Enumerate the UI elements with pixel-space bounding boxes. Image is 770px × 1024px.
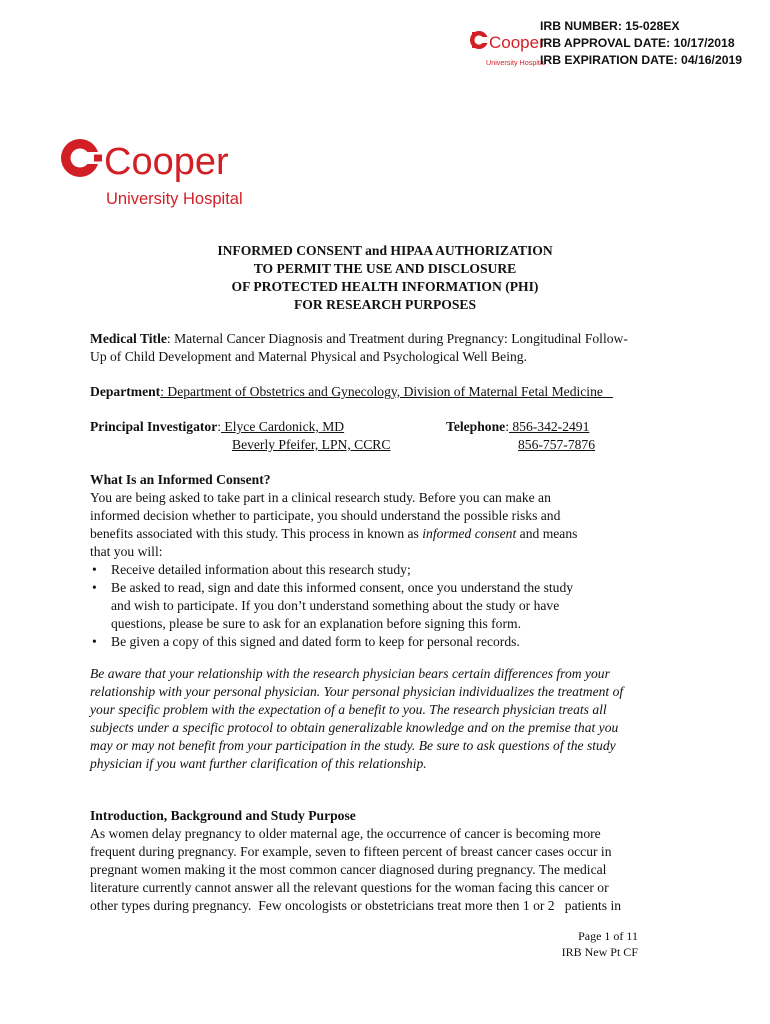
informed-consent-line-1: You are being asked to take part in a clinical research study. Before you can make an: [90, 490, 551, 505]
medical-title-label: Medical Title: [90, 331, 167, 346]
introduction-section: Introduction, Background and Study Purpose As women delay pregnancy to older maternal age, the occurrence of cancer is becoming more frequent during pregnancy. For example, seven to fifteen percent of breast cancer cases occur in pregnant women making it the most common cancer diagnosed during pregnancy. The medical literature currently cannot answer all the relevant questions for the woman facing this cancer or other types during pregnancy. Few oncologists or obstetricians treat more then 1 or 2 patients in: [90, 807, 680, 915]
irb-expiration-date: IRB EXPIRATION DATE: 04/16/2019: [540, 53, 743, 67]
bullet-icon: •: [92, 634, 97, 649]
bullet-icon: •: [92, 580, 97, 595]
investigator-name-1: Elyce Cardonick, MD: [221, 419, 345, 434]
form-id: IRB New Pt CF: [561, 945, 638, 959]
title-line-1: INFORMED CONSENT and HIPAA AUTHORIZATION: [217, 243, 553, 258]
cooper-stamp-logo-icon: [468, 22, 546, 68]
telephone-1: 856-342-2491: [508, 419, 590, 434]
telephone-2: 856-757-7876: [518, 437, 596, 452]
bullet-icon: •: [92, 562, 97, 577]
informed-consent-line-3a: benefits associated with this study. This process in known as: [90, 526, 423, 541]
cooper-university-hospital-logo: [60, 136, 260, 208]
stamp-logo-sub: University Hospital: [486, 58, 546, 67]
irb-stamp: [468, 18, 758, 72]
telephone-label: Telephone: [446, 419, 506, 434]
informed-consent-heading: What Is an Informed Consent?: [90, 472, 271, 487]
informed-consent-line-4: that you will:: [90, 544, 163, 559]
title-line-2: TO PERMIT THE USE AND DISCLOSURE: [253, 261, 517, 276]
informed-consent-term: informed consent: [422, 526, 517, 541]
medical-title-line-2: Up of Child Development and Maternal Physical and Psychological Well Being.: [90, 349, 527, 364]
title-line-4: FOR RESEARCH PURPOSES: [293, 297, 477, 312]
stamp-logo-word: Cooper: [489, 33, 545, 52]
irb-number: IRB NUMBER: 15-028EX: [540, 19, 680, 33]
department-label: Department: [90, 384, 161, 399]
irb-stamp-text: [540, 18, 742, 69]
list-item: • Receive detailed information about this research study;: [92, 562, 411, 577]
relationship-notice: Be aware that your relationship with the research physician bears certain differences from your relationship with your personal physician. Your personal physician individualizes the treatment of your specific problem with the expectation of a benefit to you. The research physician treats all subjects under a specific protocol to obtain generalizable knowledge and on the premise that you may or may not benefit from your participation in the study. Be sure to ask questions of the study physician if you want further clarification of this relationship.: [90, 666, 624, 771]
page-footer: [530, 928, 638, 960]
list-item: • Be given a copy of this signed and dated form to keep for personal records.: [92, 634, 520, 649]
telephone-block: [446, 418, 595, 454]
medical-title-line-1: : Maternal Cancer Diagnosis and Treatment during Pregnancy: Longitudinal Follow-: [166, 331, 628, 346]
introduction-heading: Introduction, Background and Study Purpose: [90, 808, 356, 823]
investigator-label: Principal Investigator: [90, 419, 218, 434]
investigator-colon: :: [217, 419, 222, 434]
page-number: Page 1 of 11: [578, 929, 638, 943]
title-line-3: OF PROTECTED HEALTH INFORMATION (PHI): [231, 279, 539, 294]
investigator-name-2: Beverly Pfeifer, LPN, CCRC: [232, 437, 391, 452]
consent-bullet-list: [90, 561, 680, 651]
department-value: : Department of Obstetrics and Gynecology, Division of Maternal Fetal Medicine: [160, 384, 614, 399]
list-item: • Be asked to read, sign and date this informed consent, once you understand the study and wish to participate. If you don’t understand something about the study or have questions, please be sure to ask for an explanation before signing this form.: [92, 580, 574, 631]
principal-investigator-block: [90, 418, 390, 454]
cooper-c-mark-icon: [61, 139, 102, 177]
department-block: [90, 383, 680, 401]
logo-word: Cooper: [104, 141, 229, 183]
telephone-colon: :: [505, 419, 509, 434]
document-title: [0, 242, 770, 314]
informed-consent-line-3b: and means: [516, 526, 578, 541]
informed-consent-section: [90, 471, 680, 651]
medical-title-block: [90, 330, 680, 366]
irb-approval-date: IRB APPROVAL DATE: 10/17/2018: [540, 36, 735, 50]
informed-consent-line-2: informed decision whether to participate, you should understand the possible risks and: [90, 508, 561, 523]
logo-sub: University Hospital: [106, 190, 243, 208]
